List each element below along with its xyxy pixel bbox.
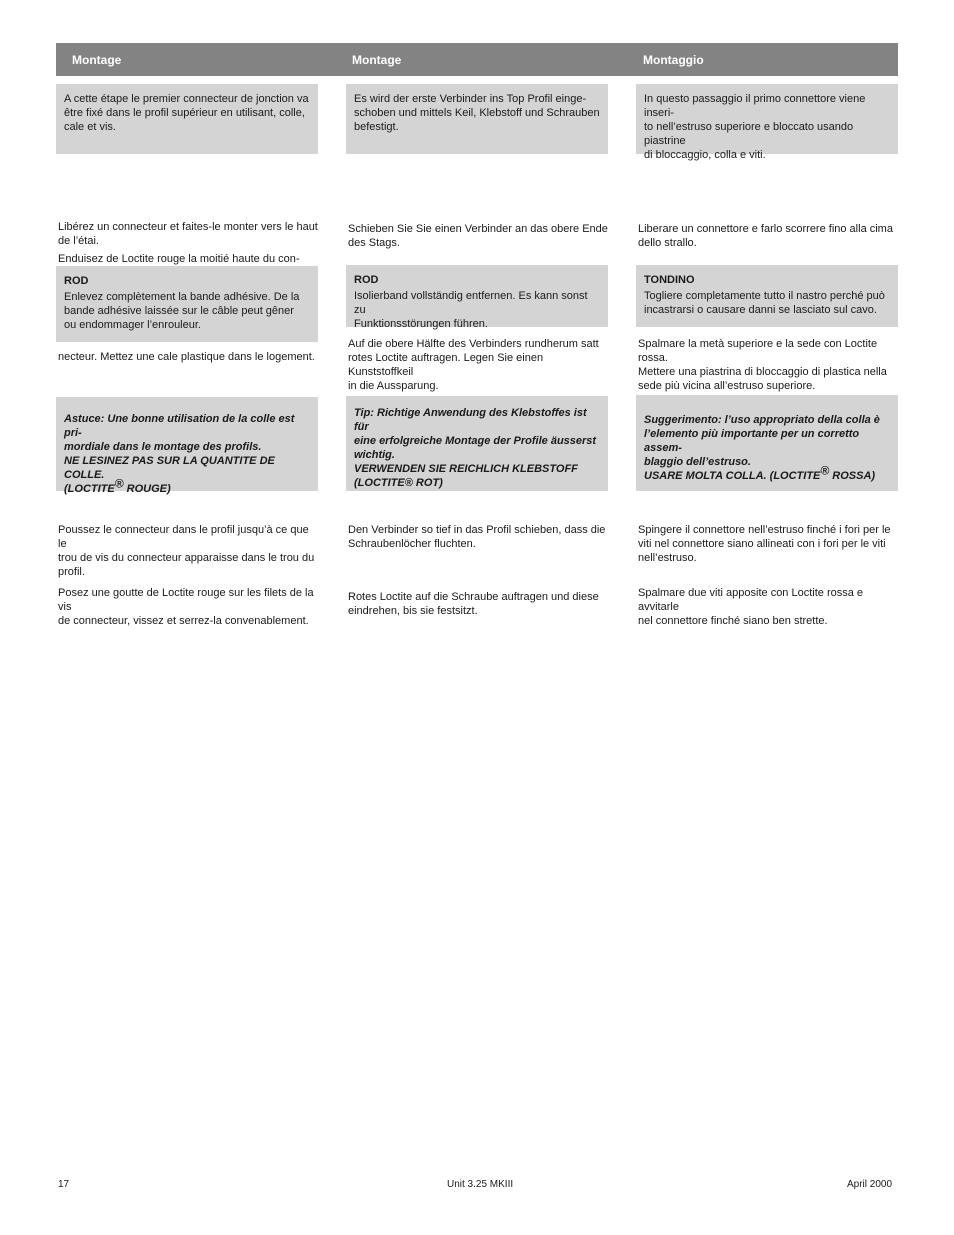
step4-text-it: Spalmare due viti apposite con Loctite rossa e avvitarle nel connettore finché siano ben strette.	[638, 587, 864, 627]
intro-box-it	[636, 84, 898, 161]
tip-box-it	[636, 395, 898, 491]
intro-text-fr: A cette étape le premier connecteur de jonction va être fixé dans le profil supérieur en utilisant, colle, cale et vis.	[64, 93, 309, 133]
rod-title-it: TONDINO	[644, 274, 695, 286]
step3-text-de: Den Verbinder so tief in das Profil schieben, dass die Schraubenlöcher fluchten.	[348, 524, 606, 550]
step2-text-fr-start: Enduisez de Loctite rouge la moitié haute du con-	[58, 253, 300, 265]
header-title-fr: Montage	[72, 53, 122, 67]
rod-title-de: ROD	[354, 274, 379, 286]
tip-text-fr-3a: (LOCTITE	[64, 483, 115, 495]
rod-box-fr	[56, 266, 318, 342]
header-title-it: Montaggio	[643, 53, 704, 67]
registered-mark-fr: ®	[114, 476, 124, 491]
step1-text-it: Liberare un connettore e farlo scorrere fino alla cima dello strallo.	[638, 223, 893, 249]
tip-text-fr-1: Astuce: Une bonne utilisation de la colle est pri- mordiale dans le montage des profils.	[64, 413, 295, 453]
rod-text-fr: Enlevez complètement la bande adhésive. De la bande adhésive laissée sur le câble peut gêner ou endommager l’enrouleur.	[64, 291, 300, 331]
rod-title-fr: ROD	[64, 275, 89, 287]
step3-text-it: Spingere il connettore nell’estruso finché i fori per le viti nel connettore siano allineati con i fori per le viti nell’estruso.	[638, 524, 891, 564]
rod-text-de: Isolierband vollständig entfernen. Es kann sonst zu Funktionsstörungen führen.	[354, 290, 588, 330]
tip-text-de-1: Tip: Richtige Anwendung des Klebstoffes ist für eine erfolgreiche Montage der Profile äusserst wichtig.	[354, 407, 597, 461]
tip-text-it-2b: ROSSA)	[829, 470, 876, 482]
intro-text-it: In questo passaggio il primo connettore viene inseri- to nell’estruso superiore e bloccato usando piastrine di bloccaggio, colla e viti.	[644, 93, 866, 161]
rod-text-it: Togliere completamente tutto il nastro perché può incastrarsi o causare danni se lasciato sul cavo.	[644, 290, 885, 316]
step4-text-fr: Posez une goutte de Loctite rouge sur les filets de la vis de connecteur, vissez et serrez-la convenablement.	[58, 587, 314, 627]
step2-text-fr: necteur. Mettez une cale plastique dans le logement.	[58, 351, 315, 363]
tip-text-it-2a: USARE MOLTA COLLA. (LOCTITE	[644, 470, 821, 482]
step1-text-fr: Libérez un connecteur et faites-le monter vers le haut de l’étai.	[58, 221, 318, 247]
footer-unit: Unit 3.25 MKIII	[447, 1179, 514, 1190]
tip-text-fr-3b: ROUGE)	[123, 483, 171, 495]
tip-text-de-2: VERWENDEN SIE REICHLICH KLEBSTOFF (LOCTITE® ROT)	[354, 463, 578, 489]
step2-text-de: Auf die obere Hälfte des Verbinders rundherum satt rotes Loctite auftragen. Legen Sie einen Kunststoffkeil in die Aussparung.	[348, 338, 599, 392]
intro-box-de	[346, 84, 608, 154]
rod-box-it	[636, 265, 898, 327]
intro-text-de: Es wird der erste Verbinder ins Top Profil einge- schoben und mittels Keil, Klebstoff und Schrauben befestigt.	[354, 93, 600, 133]
rod-box-de	[346, 265, 608, 330]
tip-box-de	[346, 396, 608, 491]
step4-text-de: Rotes Loctite auf die Schraube auftragen und diese eindrehen, bis sie festsitzt.	[348, 591, 599, 617]
tip-text-fr-2: NE LESINEZ PAS SUR LA QUANTITE DE COLLE.	[64, 455, 275, 481]
registered-mark-it: ®	[820, 463, 830, 478]
intro-box-fr	[56, 84, 318, 154]
step2-text-it: Spalmare la metà superiore e la sede con Loctite rossa. Mettere una piastrina di bloccaggio di plastica nella sede più vicina all’estruso superiore.	[638, 338, 887, 392]
section-header-bar	[56, 43, 898, 76]
step3-text-fr: Poussez le connecteur dans le profil jusqu’à ce que le trou de vis du connecteur apparaisse dans le trou du profil.	[58, 524, 315, 578]
tip-text-it-2	[644, 463, 890, 483]
header-title-de: Montage	[352, 53, 402, 67]
tip-text-fr-3	[64, 476, 310, 496]
step1-text-de: Schieben Sie Sie einen Verbinder an das obere Ende des Stags.	[348, 223, 608, 249]
tip-text-it-1: Suggerimento: l’uso appropriato della colla è l’elemento più importante per un corretto assem- blaggio dell’estruso.	[644, 414, 880, 468]
tip-box-fr	[56, 397, 318, 495]
page-number: 17	[58, 1179, 70, 1190]
footer-date: April 2000	[847, 1179, 893, 1190]
